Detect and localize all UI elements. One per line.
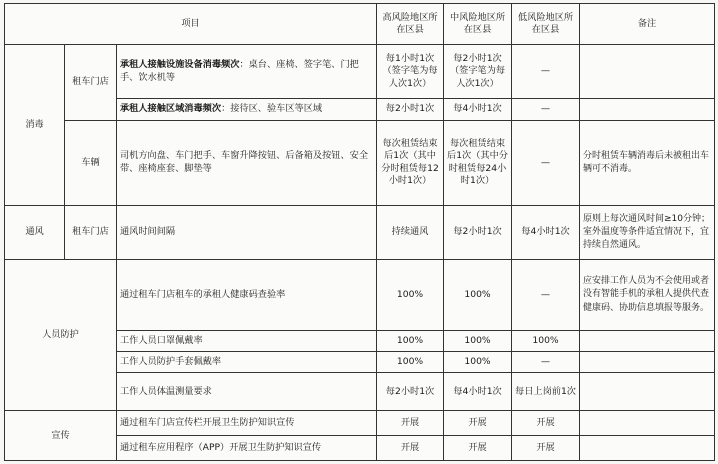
section-promotion: 宣传 xyxy=(5,411,117,461)
cell-remark xyxy=(580,45,715,98)
row-item: 工作人员口罩佩戴率 xyxy=(117,330,377,351)
cell-mid: 每次租赁结束后1次（其中分时租赁每24小时1次） xyxy=(444,121,512,206)
cell-high: 开展 xyxy=(377,411,444,435)
header-high-risk: 高风险地区所在区县 xyxy=(377,4,444,45)
cell-remark xyxy=(580,351,715,372)
row-item: 通过租车门店宣传栏开展卫生防护知识宣传 xyxy=(117,411,377,435)
row-item: 工作人员防护手套佩戴率 xyxy=(117,351,377,372)
cell-high: 每1小时1次（签字笔为每人次1次） xyxy=(377,45,444,98)
cell-high: 100% xyxy=(377,330,444,351)
header-remark: 备注 xyxy=(580,4,715,45)
cell-remark xyxy=(580,330,715,351)
row-item-bold: 承租人接触区域消毒频次 xyxy=(120,103,222,115)
cell-high: 每2小时1次 xyxy=(377,98,444,120)
table-row xyxy=(5,205,715,259)
row-item: 工作人员体温测量要求 xyxy=(117,373,377,411)
cell-mid: 开展 xyxy=(444,435,512,460)
cell-mid: 每4小时1次 xyxy=(444,98,512,120)
table-row xyxy=(5,45,715,98)
header-low-risk: 低风险地区所在区县 xyxy=(512,4,580,45)
cell-mid: 100% xyxy=(444,260,512,331)
cell-low: 每4小时1次 xyxy=(512,205,580,259)
cell-low: — xyxy=(512,121,580,206)
header-item: 项目 xyxy=(5,4,377,45)
cell-mid: 100% xyxy=(444,351,512,372)
table-row xyxy=(5,121,715,206)
cell-low: 开展 xyxy=(512,435,580,460)
section-staff-protection: 人员防护 xyxy=(5,260,117,411)
cell-mid: 每4小时1次 xyxy=(444,373,512,411)
cell-mid: 每2小时1次 xyxy=(444,205,512,259)
table-header-row xyxy=(5,4,715,45)
disinfection-requirements-table xyxy=(4,3,715,461)
subsection-store-2: 租车门店 xyxy=(65,205,117,259)
section-ventilation: 通风 xyxy=(5,205,65,259)
row-item xyxy=(117,98,377,120)
subsection-store: 租车门店 xyxy=(65,45,117,121)
cell-low: 开展 xyxy=(512,411,580,435)
cell-remark: 应安排工作人员为不会使用或者没有智能手机的承租人提供代查健康码、协助信息填报等服务。 xyxy=(580,260,715,331)
table-row xyxy=(5,260,715,331)
cell-remark xyxy=(580,373,715,411)
subsection-vehicle: 车辆 xyxy=(65,121,117,206)
row-item-bold: 承租人接触设施设备消毒频次 xyxy=(120,59,240,71)
row-item-rest: ：桌台、座椅、签字笔、门把手、饮水机等 xyxy=(120,59,359,83)
row-item: 司机方向盘、车门把手、车窗升降按钮、后备箱及按钮、安全带、座椅座套、脚垫等 xyxy=(117,121,377,206)
cell-remark xyxy=(580,435,715,460)
cell-remark xyxy=(580,411,715,435)
cell-mid: 每2小时1次（签字笔为每人次1次） xyxy=(444,45,512,98)
cell-low: — xyxy=(512,260,580,331)
cell-mid: 100% xyxy=(444,330,512,351)
cell-remark: 分时租赁车辆消毒后未被租出车辆可不消毒。 xyxy=(580,121,715,206)
cell-low: 100% xyxy=(512,330,580,351)
cell-high: 100% xyxy=(377,351,444,372)
policy-table-container xyxy=(4,3,714,461)
row-item: 通风时间间隔 xyxy=(117,205,377,259)
cell-low: — xyxy=(512,98,580,120)
table-row xyxy=(5,411,715,435)
cell-high: 100% xyxy=(377,260,444,331)
cell-low: — xyxy=(512,351,580,372)
row-item: 通过租车应用程序（APP）开展卫生防护知识宣传 xyxy=(117,435,377,460)
section-disinfection: 消毒 xyxy=(5,45,65,205)
cell-high: 持续通风 xyxy=(377,205,444,259)
cell-remark xyxy=(580,98,715,120)
cell-mid: 开展 xyxy=(444,411,512,435)
row-item: 通过租车门店租车的承租人健康码查验率 xyxy=(117,260,377,331)
cell-low: 每日上岗前1次 xyxy=(512,373,580,411)
row-item xyxy=(117,45,377,98)
cell-high: 每次租赁结束后1次（其中分时租赁每12小时1次） xyxy=(377,121,444,206)
cell-high: 开展 xyxy=(377,435,444,460)
header-mid-risk: 中风险地区所在区县 xyxy=(444,4,512,45)
cell-high: 每2小时1次 xyxy=(377,373,444,411)
row-item-rest: ：接待区、验车区等区域 xyxy=(221,103,323,115)
cell-low: — xyxy=(512,45,580,98)
cell-remark: 原则上每次通风时间≥10分钟；室外温度等条件适宜情况下，宜持续自然通风。 xyxy=(580,205,715,259)
